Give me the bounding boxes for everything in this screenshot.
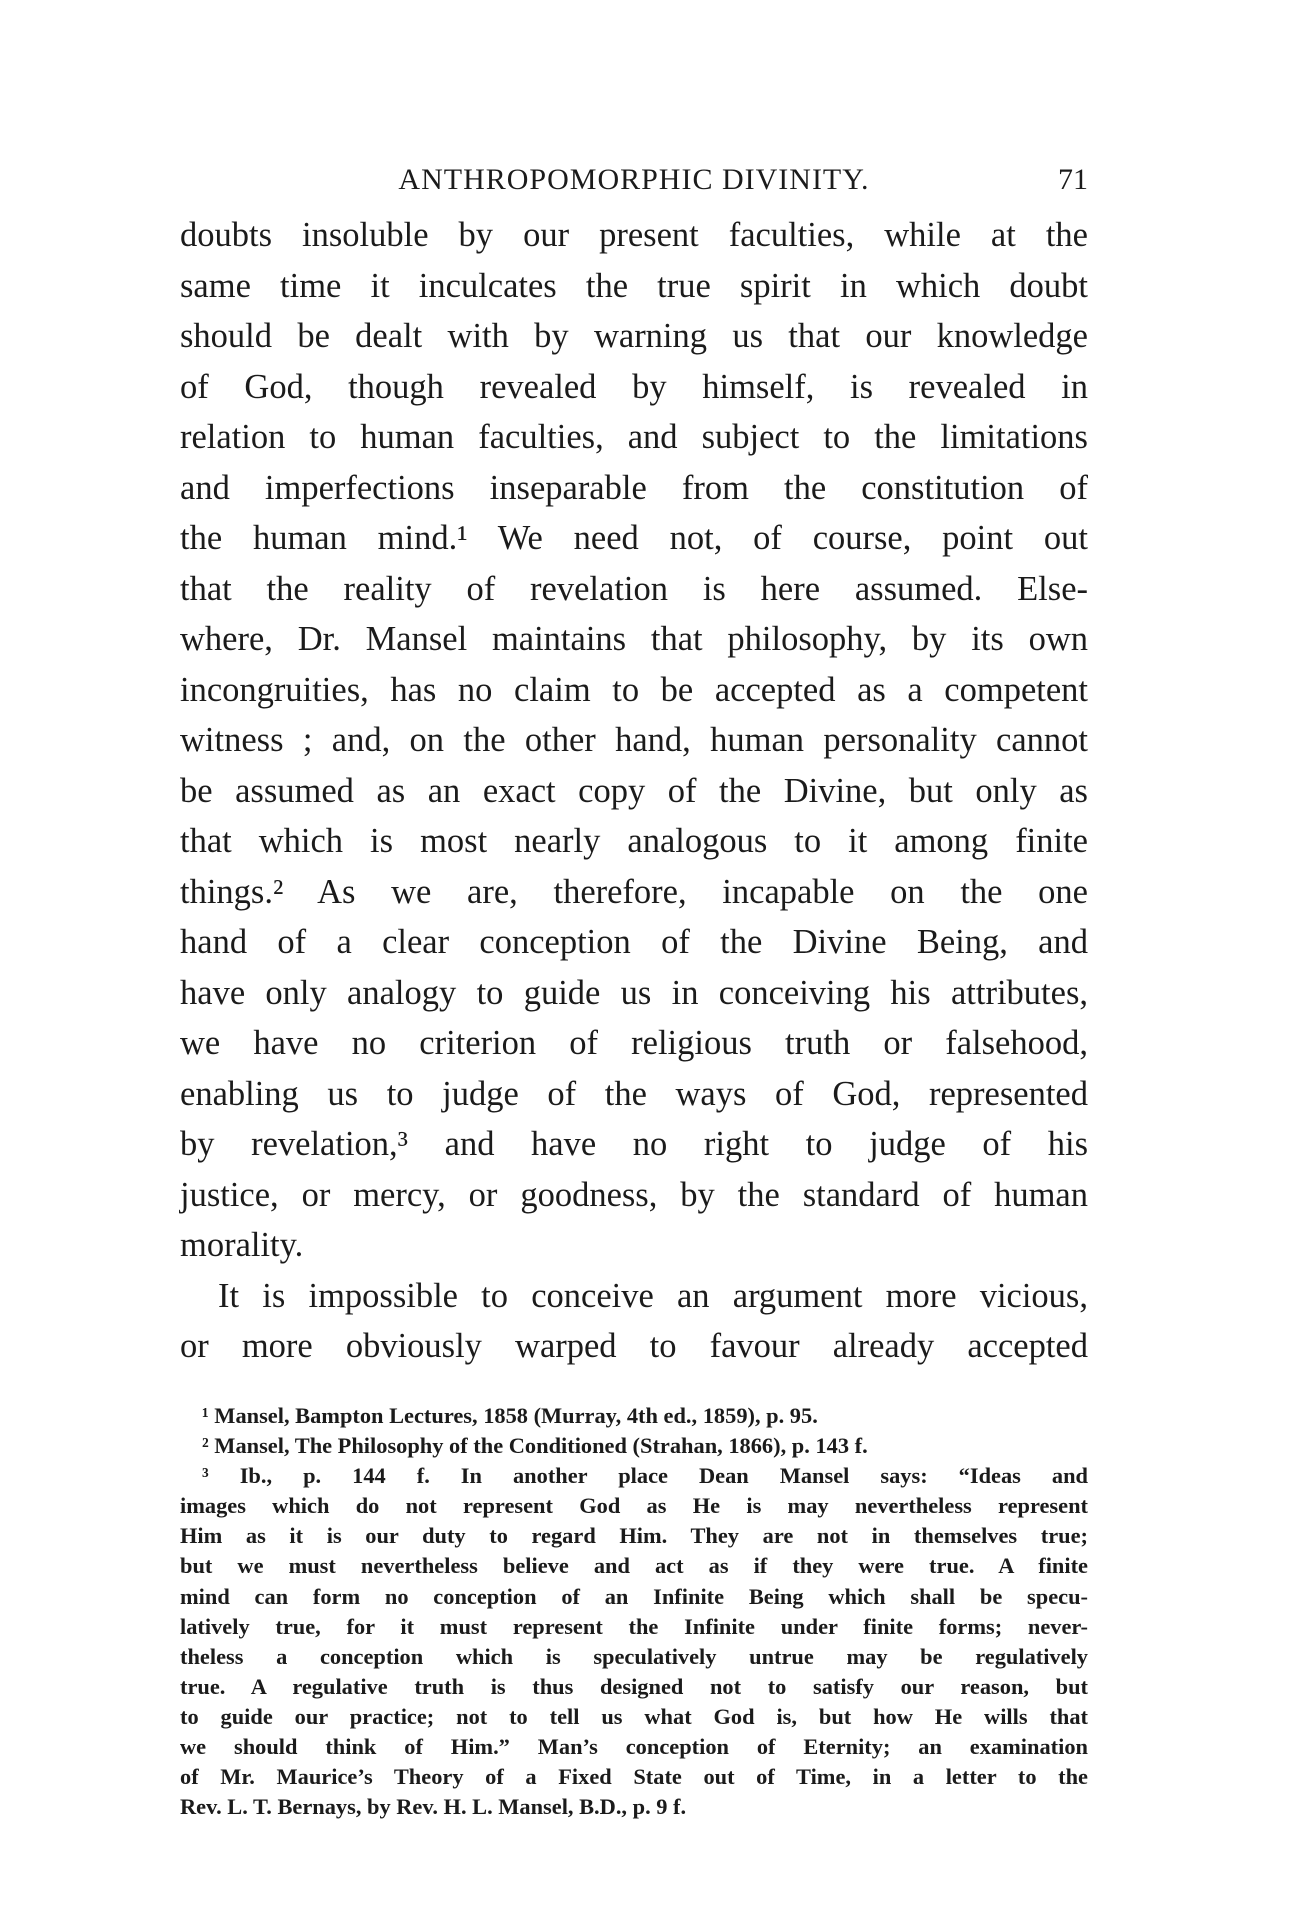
main-text bbox=[180, 210, 1088, 1372]
text-line: we have no criterion of religious truth or falsehood, bbox=[180, 1024, 1088, 1062]
text-line: justice, or mercy, or goodness, by the standard of human bbox=[180, 1175, 1088, 1214]
text-line: incongruities, has no claim to be accepted as a competent bbox=[180, 670, 1088, 709]
text-line: It is impossible to conceive an argument more vicious, bbox=[218, 1276, 1088, 1315]
footnote-line: of Mr. Maurice’s Theory of a Fixed State out of Time, in a letter to the bbox=[180, 1764, 1088, 1790]
text-line: the human mind.¹ We need not, of course, point out bbox=[180, 519, 1088, 557]
running-head: ANTHROPOMORPHIC DIVINITY. bbox=[398, 163, 870, 196]
text-line: by revelation,³ and have no right to judge of his bbox=[180, 1125, 1088, 1163]
text-line: doubts insoluble by our present faculties, while at the bbox=[180, 216, 1088, 254]
footnote-line: but we must nevertheless believe and act as if they were true. A finite bbox=[180, 1553, 1088, 1579]
text-line: of God, though revealed by himself, is revealed in bbox=[180, 367, 1088, 406]
footnote-line: theless a conception which is speculatively untrue may be regulatively bbox=[180, 1643, 1088, 1669]
footnote-line: ³ Ib., p. 144 f. In another place Dean Mansel says: “Ideas and bbox=[202, 1463, 1088, 1489]
footnote-line: Rev. L. T. Bernays, by Rev. H. L. Mansel, B.D., p. 9 f. bbox=[180, 1794, 687, 1820]
footnote-line: images which do not represent God as He is may nevertheless represent bbox=[180, 1493, 1088, 1519]
text-line: hand of a clear conception of the Divine Being, and bbox=[180, 923, 1088, 961]
text-line: morality. bbox=[180, 1226, 304, 1264]
footnote-line: latively true, for it must represent the Infinite under finite forms; never- bbox=[180, 1613, 1088, 1639]
text-line: where, Dr. Mansel maintains that philosophy, by its own bbox=[180, 620, 1088, 658]
footnote-line: mind can form no conception of an Infinite Being which shall be specu- bbox=[180, 1583, 1088, 1609]
footnote-line: true. A regulative truth is thus designed not to satisfy our reason, but bbox=[180, 1673, 1088, 1699]
text-line: be assumed as an exact copy of the Divine, but only as bbox=[180, 771, 1088, 810]
text-line: enabling us to judge of the ways of God, represented bbox=[180, 1074, 1088, 1113]
text-line: things.² As we are, therefore, incapable on the one bbox=[180, 872, 1088, 911]
page-header bbox=[180, 163, 1088, 203]
footnote-line: ² Mansel, The Philosophy of the Conditioned (Strahan, 1866), p. 143 f. bbox=[202, 1433, 868, 1459]
footnote-line: to guide our practice; not to tell us what God is, but how He wills that bbox=[180, 1703, 1088, 1729]
footnote-line: we should think of Him.” Man’s conception of Eternity; an examination bbox=[180, 1734, 1088, 1760]
text-line: should be dealt with by warning us that our knowledge bbox=[180, 317, 1088, 355]
text-line: relation to human faculties, and subject to the limitations bbox=[180, 418, 1088, 456]
footnote-line: Him as it is our duty to regard Him. They are not in themselves true; bbox=[180, 1523, 1088, 1549]
text-line: witness ; and, on the other hand, human personality cannot bbox=[180, 721, 1088, 759]
page-number: 71 bbox=[1058, 163, 1088, 196]
text-line: that which is most nearly analogous to it among finite bbox=[180, 822, 1088, 860]
footnote-line: ¹ Mansel, Bampton Lectures, 1858 (Murray, 4th ed., 1859), p. 95. bbox=[202, 1403, 818, 1428]
text-line: that the reality of revelation is here assumed. Else- bbox=[180, 569, 1088, 608]
text-line: same time it inculcates the true spirit in which doubt bbox=[180, 266, 1088, 305]
text-line: and imperfections inseparable from the constitution of bbox=[180, 468, 1088, 507]
footnotes bbox=[180, 1401, 1088, 1822]
text-line: or more obviously warped to favour already accepted bbox=[180, 1327, 1088, 1365]
text-line: have only analogy to guide us in conceiving his attributes, bbox=[180, 973, 1088, 1012]
